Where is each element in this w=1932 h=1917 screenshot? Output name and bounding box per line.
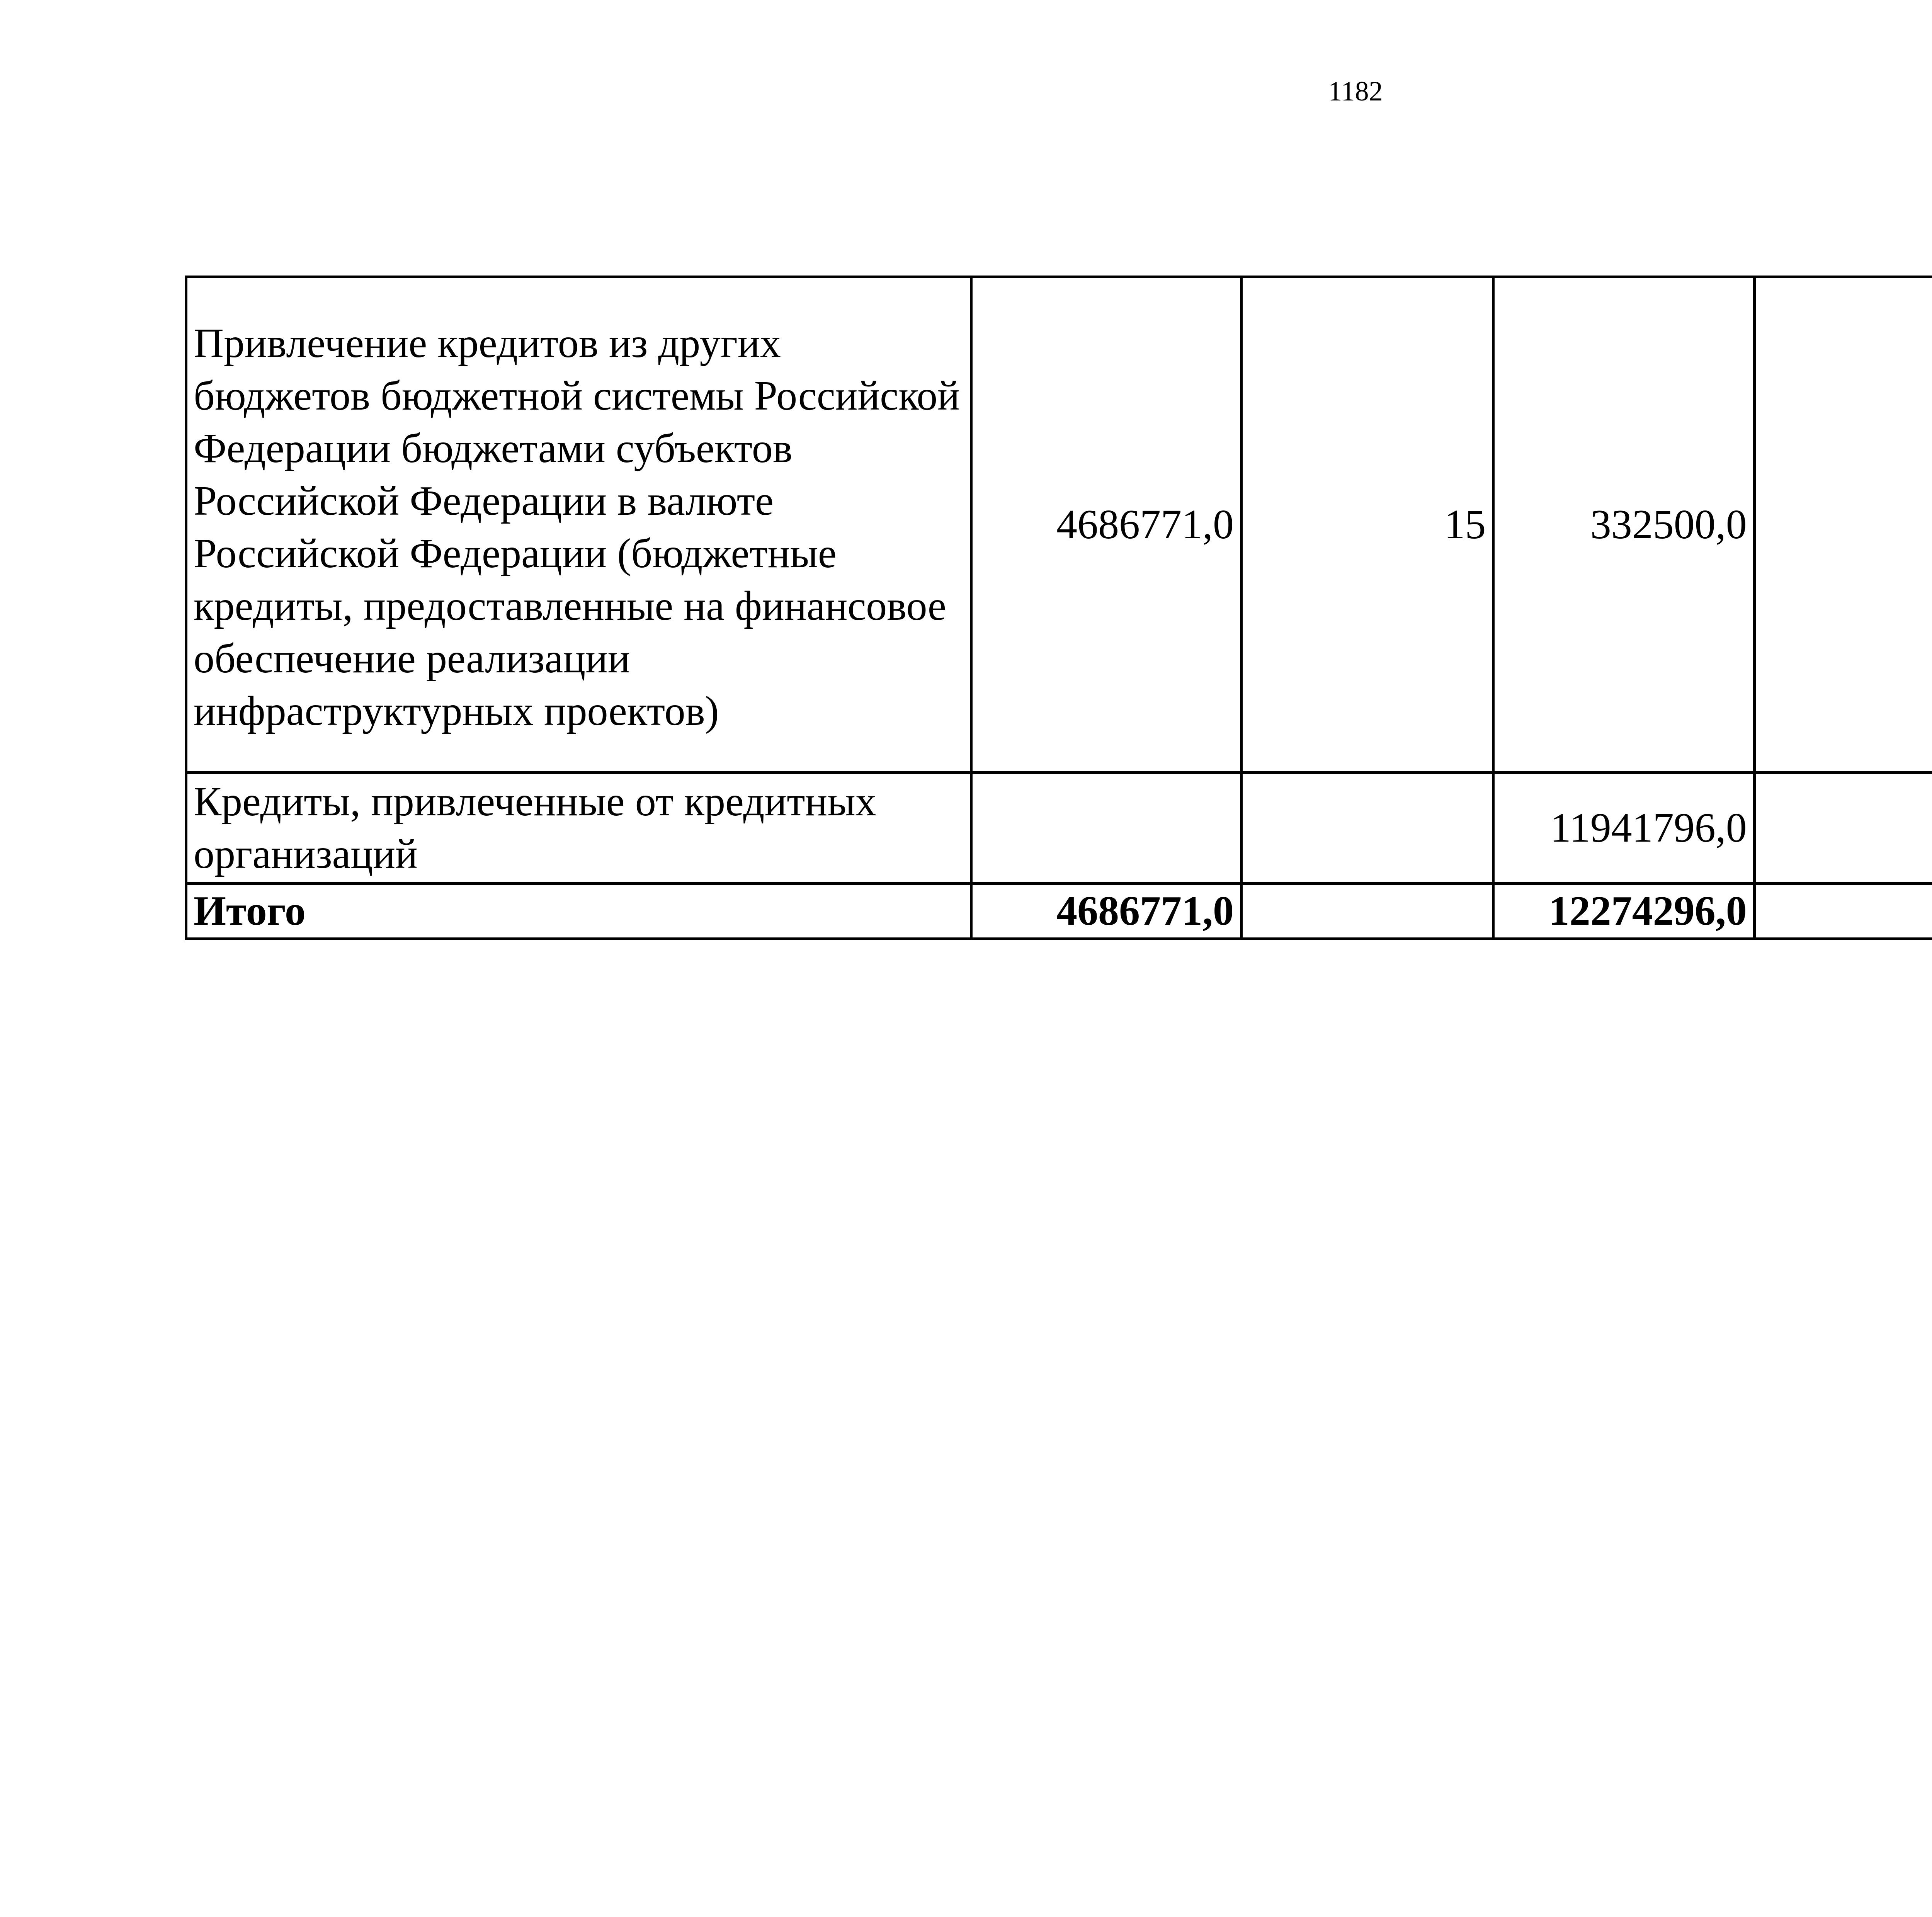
borrowing-table bbox=[185, 276, 1932, 940]
amount-cell-1 bbox=[971, 773, 1242, 884]
term-cell-2 bbox=[1754, 277, 1932, 773]
amount-cell-2: 11941796,0 bbox=[1493, 773, 1754, 884]
term-cell-1: 15 bbox=[1242, 277, 1493, 773]
amount-cell-1: 4686771,0 bbox=[971, 277, 1242, 773]
term-cell-1 bbox=[1242, 773, 1493, 884]
term-cell-2 bbox=[1754, 773, 1932, 884]
amount-cell-2: 332500,0 bbox=[1493, 277, 1754, 773]
total-term-1 bbox=[1242, 884, 1493, 939]
total-amount-2: 12274296,0 bbox=[1493, 884, 1754, 939]
total-term-2 bbox=[1754, 884, 1932, 939]
row-name-cell: Кредиты, привлеченные от кредитных организаций bbox=[186, 773, 971, 884]
total-label: Итого bbox=[186, 884, 971, 939]
total-row bbox=[186, 884, 1932, 939]
row-name-cell: Привлечение кредитов из других бюджетов бюджетной системы Российской Федерации бюджетами субъектов Российской Федерации в валюте Российской Федерации (бюджетные кредиты, предоставленные на финансовое обеспечение реализации инфраструктурных проектов) bbox=[186, 277, 971, 773]
page-number: 1182 bbox=[1328, 76, 1383, 107]
table-row bbox=[186, 277, 1932, 773]
table-row bbox=[186, 773, 1932, 884]
total-amount-1: 4686771,0 bbox=[971, 884, 1242, 939]
